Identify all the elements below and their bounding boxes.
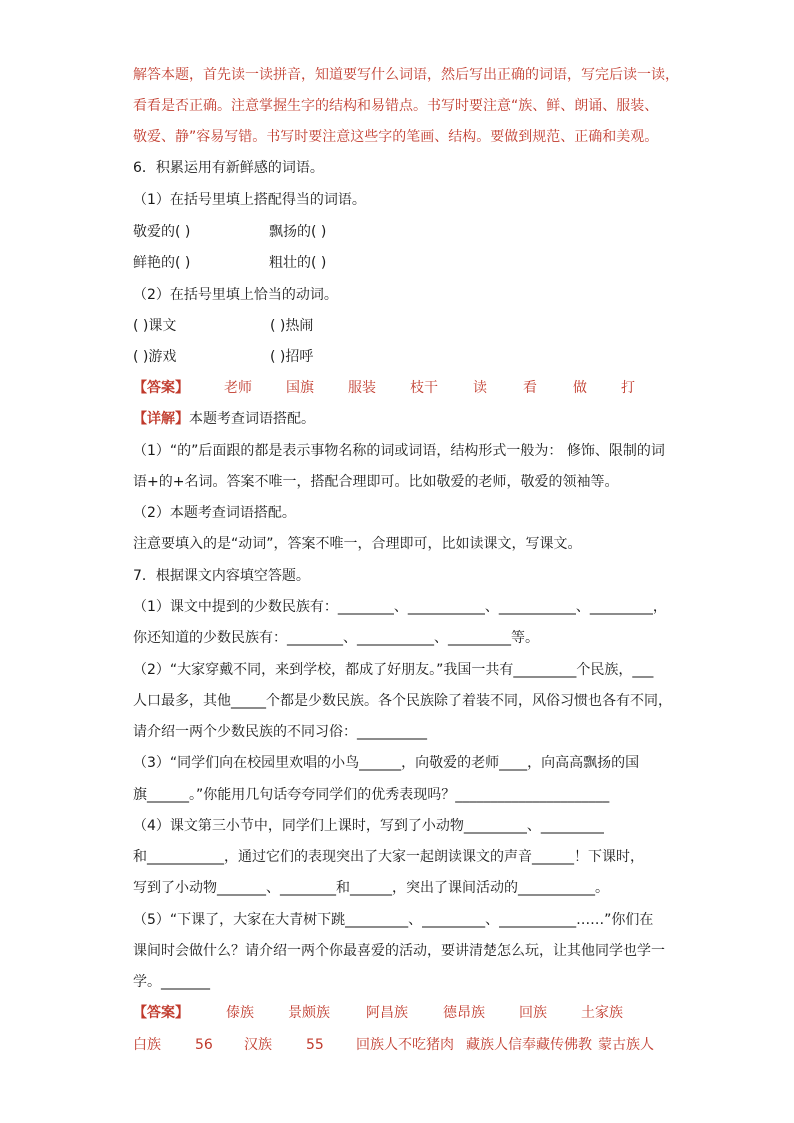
q7-answer-item: 景颇族 [288, 1005, 330, 1021]
q6-part1-title: （1）在括号里填上搭配得当的词语。 [133, 192, 366, 208]
q6-answer-item: 服装 [348, 380, 376, 396]
q7-answer-item: 蒙古族人 [598, 1037, 654, 1053]
q6-p1-row-2 [133, 253, 326, 273]
q6-answer-tag: 【答案】 [133, 380, 189, 396]
q6-detail-tag: 【详解】 [133, 411, 189, 427]
q7-s5-line-2: 课间时会做什么？请介绍一两个你最喜爱的活动，要讲清楚怎么玩，让其他同学也学一 [133, 943, 665, 959]
q7-answer-item: 回族人不吃猪肉 [356, 1037, 454, 1053]
q7-answer-item: 土家族 [581, 1005, 623, 1021]
q6-detail-1-line-1: （1）“的”后面跟的都是表示事物名称的词或词语，结构形式一般为： 修饰、限制的词 [133, 443, 665, 459]
q7-s2-line-1: （2）“大家穿戴不同，来到学校，都成了好朋友。”我国一共有_________个民族，___ [133, 662, 654, 678]
q7-answer-tag: 【答案】 [133, 1005, 189, 1021]
q7-answer-item: 汉族 [244, 1037, 272, 1053]
q7-s1-line-2: 你还知道的少数民族有：________、___________、_________等。 [133, 630, 539, 646]
q6-detail-2-line-2: 注意要填入的是“动词”，答案不唯一，合理即可，比如读课文，写课文。 [133, 536, 582, 552]
q6-answer-item: 国旗 [286, 380, 314, 396]
q6-p1-item-jingai: 敬爱的( ) [133, 224, 191, 240]
q6-answer-item: 读 [473, 380, 487, 396]
q7-s2-line-2: 人口最多，其他_____个都是少数民族。各个民族除了着装不同，风俗习惯也各有不同， [133, 693, 672, 709]
q6-answer-item: 做 [573, 380, 587, 396]
q6-detail-text: 本题考查词语搭配。 [189, 411, 315, 427]
q7-s2-line-3: 请介绍一两个少数民族的不同习俗：__________ [133, 724, 427, 740]
q6-answer-item: 看 [523, 380, 537, 396]
q7-answer-item: 55 [306, 1037, 324, 1053]
q6-part2-title: （2）在括号里填上恰当的动词。 [133, 287, 338, 303]
q7-s1-line-1: （1）课文中提到的少数民族有：________、___________、___________、_________， [133, 599, 667, 615]
q7-answer-row-2 [133, 1035, 654, 1055]
question-6-title: 6．积累运用有新鲜感的词语。 [133, 160, 324, 176]
question-7-title: 7．根据课文内容填空答题。 [133, 568, 310, 584]
q6-answer-item: 老师 [224, 380, 252, 396]
q7-answer-item: 56 [195, 1037, 213, 1053]
q7-answer-item: 傣族 [226, 1005, 254, 1021]
q6-p2-row-2 [133, 347, 313, 367]
q6-p2-row-1 [133, 316, 313, 336]
q7-s5-line-1: （5）“下课了，大家在大青树下跳_________、_________、___________……”你们在 [133, 912, 654, 928]
q5-detail-line-2: 看看是否正确。注意掌握生字的结构和易错点。书写时要注意“族、鲜、朗诵、服装、 [133, 98, 659, 114]
q6-detail-1-line-2: 语+的+名词。答案不唯一，搭配合理即可。比如敬爱的老师，敬爱的领袖等。 [133, 474, 619, 490]
q6-detail-2-line-1: （2）本题考查词语搭配。 [133, 505, 296, 521]
q7-s4-line-2: 和___________，通过它们的表现突出了大家一起朗读课文的声音______！下课时， [133, 849, 644, 865]
q6-answer-item: 打 [621, 380, 635, 396]
q6-p2-item-youxi: ( )游戏 [133, 349, 177, 365]
q6-answer-row [133, 378, 635, 398]
q6-p1-row-1 [133, 222, 326, 242]
q5-detail-line-1: 解答本题，首先读一读拼音，知道要写什么词语，然后写出正确的词语，写完后读一读， [133, 67, 679, 83]
q6-p2-item-kewen: ( )课文 [133, 318, 177, 334]
q5-detail-line-3: 敬爱、静”容易写错。书写时要注意这些字的笔画、结构。要做到规范、正确和美观。 [133, 129, 659, 145]
q6-p1-item-xianyan: 鲜艳的( ) [133, 255, 191, 271]
q6-p1-item-piaoyang: 飘扬的( ) [269, 224, 327, 240]
q7-answer-item: 阿昌族 [366, 1005, 408, 1021]
q7-s3-line-1: （3）“同学们向在校园里欢唱的小鸟______，向敬爱的老师____，向高高飘扬的国 [133, 755, 640, 771]
q6-p1-item-cuzhuang: 粗壮的( ) [269, 255, 327, 271]
q6-p2-item-zhaohu: ( )招呼 [270, 349, 314, 365]
q7-answer-item: 回族 [519, 1005, 547, 1021]
q7-s4-line-3: 写到了小动物_______、________和______，突出了课间活动的___________。 [133, 880, 609, 896]
q6-p2-item-renao: ( )热闹 [270, 318, 314, 334]
q6-answer-item: 枝干 [410, 380, 438, 396]
q7-s5-line-3: 学。_______ [133, 974, 210, 990]
q7-s4-line-1: （4）课文第三小节中，同学们上课时，写到了小动物_________、_________ [133, 818, 604, 834]
q7-answer-item: 藏族人信奉藏传佛教 [466, 1037, 592, 1053]
q7-s3-line-2: 旗______。”你能用几句话夸夸同学们的优秀表现吗？______________________ [133, 787, 610, 803]
q7-answer-row-1 [133, 1003, 623, 1023]
q7-answer-item: 德昂族 [443, 1005, 485, 1021]
q6-detail-row [133, 409, 315, 429]
q7-answer-item: 白族 [133, 1037, 161, 1053]
